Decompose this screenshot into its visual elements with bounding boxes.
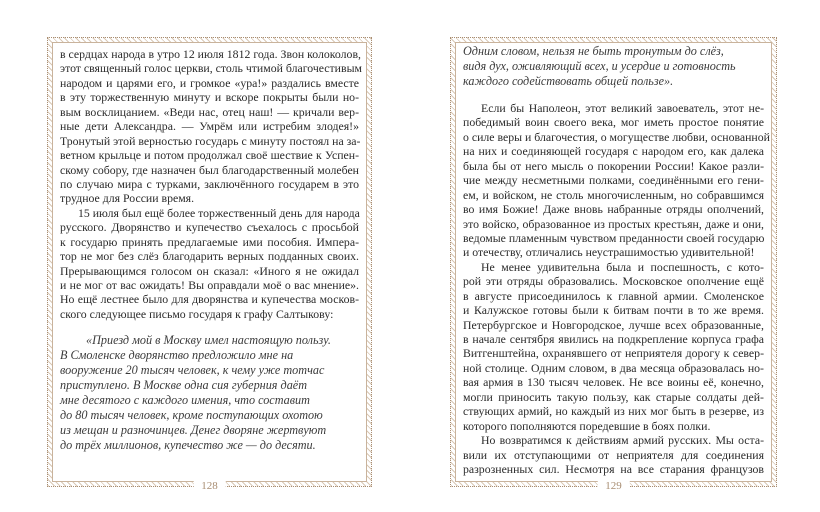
right-page [450,37,777,492]
text-line: из мещан и разночинцев. Денег дворяне жертвуют [60,423,327,438]
text-line: в начале сентября явились на подкрепление корпуса графа [463,332,764,346]
text-line: народом и царями его, и громкое «ура!» раздались вместе [60,75,359,90]
right-page-text [463,44,770,476]
text-line: В Смоленске дворянство предложило мне на [60,348,294,363]
text-line: вили их отступающими от неприятеля для соединения [463,447,764,462]
text-line: ные дети Александра. — Умрём или истребим злодея!» [60,119,359,134]
text-line: в сердцах народа в утро 12 июля 1812 года. Звон колоколов, [60,47,361,61]
text-line: и Калужское готовы были к битвам почти в то же время. [463,303,764,318]
text-line: ведомые пламенным чувством преданности своей государю [463,230,765,245]
text-line: Прерывающимся голосом он сказал: «Иного я не ожидал [60,263,359,278]
text-line: этот священный голос церкви, столь чтимой благочестивым [60,61,362,76]
text-line: Если бы Наполеон, этот великий завоеватель, этот не- [481,101,764,115]
text-line: мне десятого с каждого имения, что составит [60,393,310,408]
text-line: вым восклицанием. «Веди нас, отец наш! — кричали вер- [60,104,359,119]
text-line: русского. Дворянство и купечество съехалось с просьбой [60,220,359,235]
text-line: ной столице. Одним словом, в два месяца образовалась но- [463,360,764,375]
text-line: вая армия в 130 тысяч человек. Не все воины её, конечно, [463,375,764,390]
text-line: Одним словом, нельзя не быть тронутым до слёз, [463,44,724,58]
page-number: 129 [597,480,630,492]
text-line: в эту торжественную минуту и вскоре покрыты были но- [60,90,359,105]
text-line: это войско, образованное из простых крестьян, даже и они, [463,216,764,231]
text-line: приступлено. В Москве одна сия губерния даёт [60,378,307,393]
text-line: до 80 тысяч человек, кроме поступающих охотою [60,408,323,423]
text-line: о силе веры и благочестия, о могуществе любви, основанной [463,129,770,144]
text-line: во имя Божие! Даже вновь набранные отряды ополчений, [463,202,764,217]
paragraph [60,47,362,206]
text-line: видя дух, оживляющий всех, и усердие и готовность [463,59,736,73]
text-line: разрозненных сил. Несмотря на все старания французов [463,461,764,476]
text-line: Витгенштейна, охранявшего от неприятеля дорогу к север- [463,346,764,361]
text-line: рой эти отряды образовались. Московское ополчение ещё [463,274,764,289]
text-line: победимый воин своего века, мог иметь простое понятие [463,115,764,130]
text-line: «Приезд мой в Москву имел настоящую пользу. [86,333,331,348]
paragraph [463,260,764,433]
text-line: Петербургское и Новгородское, лучше всех образованные, [463,317,764,332]
text-line: тор не мог без слёз благодарить верных подданных своих. [60,249,359,264]
text-line: которого пополняются поредевшие в боях полки. [463,418,711,433]
text-line: ского следующее письмо государя к графу Салтыкову: [60,306,334,321]
text-line: Не менее удивительна была и поспешность, с кото- [481,259,764,274]
text-line: трудное для России время. [60,191,195,206]
paragraph [463,433,764,476]
quote-paragraph [60,333,359,453]
text-line: была бы от него мысль о покорении России! Какое разли- [463,158,764,173]
text-line: могли приносить такую пользу, как старые солдаты дей- [463,389,764,404]
text-line: на них и соединяющей государя с народом его, как далека [463,144,764,159]
paragraph [60,206,359,322]
page-number: 128 [193,480,226,492]
text-line: и не мог от вас ожидать! Вы оправдали моё о вас мнение». [60,278,359,292]
text-line: ветном крыльце и потом продолжал своё шествие к Успен- [60,148,359,163]
text-line: ствующих армий, но каждый из них мог быть в резерве, из [463,404,764,419]
text-line: Но ещё лестнее было для дворянства и купечества москов- [60,292,359,307]
text-line: Но возвратимся к действиям армий русских. Мы оста- [481,433,764,448]
text-line: до трёх миллионов, купечество же — до десяти. [60,438,316,453]
page-border [455,42,772,492]
text-line: ем, и войском, не столь многочисленным, но собравшимся [463,187,764,202]
text-line: по случаю мира с турками, заключённого государем в это [60,176,359,191]
left-page [47,37,372,492]
page-border [52,42,367,492]
text-line: 15 июля был ещё более торжественный день для народа [78,205,360,220]
text-line: и отечеству, отличались неустрашимостью удивительной! [463,245,755,260]
left-page-text [60,47,362,453]
quote-paragraph [463,44,764,89]
text-line: скому собору, где назначен был благодарственный молебен [60,162,359,177]
text-line: Тронутый этой верностью государь с минуту постоял на за- [60,133,361,148]
text-line: вооружение 20 тысяч человек, к чему уже тотчас [60,363,325,378]
text-line: каждого содействовать общей пользе». [463,74,674,88]
text-line: к государю принять предлагаемые ими пособия. Импера- [60,234,359,249]
text-line: чие между несметными полками, соединёнными его гени- [463,173,764,188]
text-line: в августе присоединилось к главной армии. Смоленское [463,288,764,303]
paragraph [463,101,770,260]
